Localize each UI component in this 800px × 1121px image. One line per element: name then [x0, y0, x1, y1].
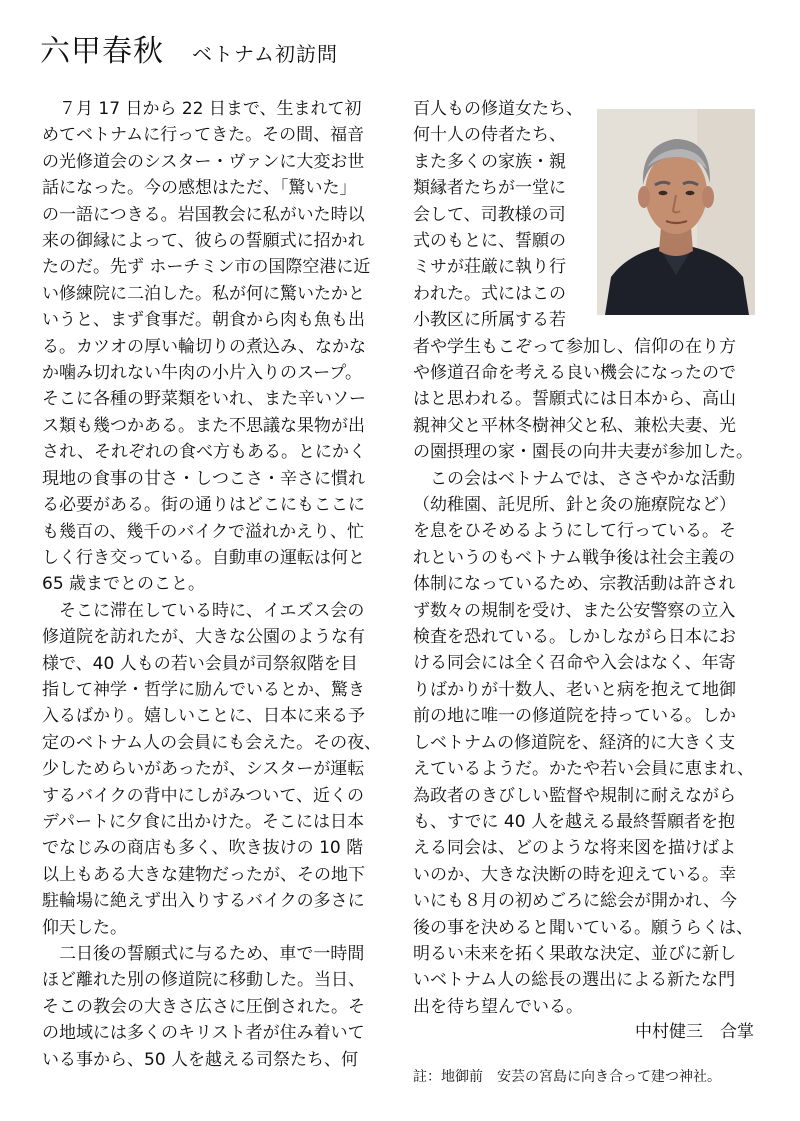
- article-line: しく行き交っている。自動車の運転は何と: [42, 547, 365, 568]
- article-line: ７月 17 日から 22 日まで、生まれて初: [42, 99, 362, 119]
- article-line: めてベトナムに行ってきた。その間、福音: [42, 125, 365, 146]
- article-line: 駐輪場に絶えず出入りするバイクの多さに: [42, 891, 365, 912]
- article-line: を息をひそめるようにして行っている。そ: [413, 521, 736, 542]
- article-line: 為政者のきびしい監督や規制に耐えながら: [413, 785, 736, 806]
- article-line: われた。式にはこの: [413, 283, 566, 304]
- article-line: デパートに夕食に出かけた。そこには日本: [42, 811, 364, 832]
- article-line: も幾百の、幾千のバイクで溢れかえり、忙: [42, 521, 364, 542]
- article-line: の一語につきる。岩国教会に私がいた時以: [42, 204, 365, 225]
- article-line: りばかりが十数人、老いと病を抱えて地御: [413, 679, 736, 700]
- signature: 中村健三 合掌: [635, 1022, 754, 1042]
- article-line: る。カツオの厚い輪切りの煮込み、なかな: [42, 336, 367, 357]
- article-line: 定のベトナム人の会員にも会えた。その夜、: [42, 732, 382, 753]
- article-line: 以上もある大きな建物だったが、その地下: [42, 864, 365, 885]
- article-line: 様で、40 人もの若い会員が司祭叙階を目: [42, 653, 358, 674]
- article-line: はと思われる。誓願式には日本から、高山: [413, 389, 736, 410]
- author-portrait-image: [597, 109, 755, 315]
- article-line: 検査を恐れている。しかしながら日本にお: [413, 627, 736, 648]
- article-line: れというのもベトナム戦争後は社会主義の: [413, 547, 736, 568]
- article-line: たのだ。先ず ホーチミン市の国際空港に近: [42, 257, 371, 278]
- article-right-column: [413, 334, 758, 1021]
- article-line: ける同会には全く召命や入会はなく、年寄: [413, 653, 736, 674]
- article-right-top-column: [413, 96, 595, 334]
- page-subtitle: ベトナム初訪問: [192, 42, 338, 66]
- article-line: 65 歳までとのこと。: [42, 574, 206, 595]
- article-line: 体制になっているため、宗教活動は許され: [413, 574, 736, 595]
- article-line: 式のもとに、誓願の: [413, 231, 566, 252]
- article-line: 出を待ち望んでいる。: [413, 996, 583, 1017]
- article-line: そこに各種の野菜類をいれ、また辛いソー: [42, 389, 367, 410]
- article-line: も、すでに 40 人を越える最終誓願者を抱: [413, 811, 735, 832]
- article-line: いにも８月の初めごろに総会が開かれ、今: [413, 891, 738, 912]
- article-line: 指して神学・哲学に励んでいるとか、驚き: [42, 679, 365, 700]
- footnote: 註：地御前 安芸の宮島に向き合って建つ神社。: [413, 1069, 721, 1085]
- article-line: 入るばかり。嬉しいことに、日本に来る予: [42, 706, 365, 727]
- article-line: の地域には多くのキリスト者が住み着いて: [42, 1023, 365, 1044]
- article-line: でなじみの商店も多く、吹き抜けの 10 階: [42, 838, 364, 859]
- article-line: ほど離れた別の修道院に移動した。当日、: [42, 970, 365, 991]
- article-line: 百人もの修道女たち、: [413, 99, 583, 119]
- article-line: 前の地に唯一の修道院を持っている。しか: [413, 706, 736, 727]
- page-title: 六甲春秋: [40, 34, 164, 69]
- article-line: いのか、大きな決断の時を迎えている。幸: [413, 864, 736, 885]
- article-line: 修道院を訪れたが、大きな公園のような有: [42, 627, 365, 648]
- page-title-block: [40, 26, 338, 70]
- article-line: また多くの家族・親: [413, 151, 566, 172]
- article-line: 者や学生もこぞって参加し、信仰の在り方: [413, 336, 736, 357]
- article-line: 二日後の誓願式に与るため、車で一時間: [42, 944, 365, 964]
- article-line: ス類も幾つかある。また不思議な果物が出: [42, 415, 365, 436]
- article-line: され、それぞれの食べ方もある。とにかく: [42, 442, 367, 463]
- article-line: ミサが荘厳に執り行: [413, 257, 566, 278]
- article-line: （幼稚園、託児所、針と灸の施療院など）: [413, 495, 736, 516]
- article-line: や修道召命を考える良い機会になったので: [413, 363, 736, 383]
- article-line: 来の御縁によって、彼らの誓願式に招かれ: [42, 231, 365, 252]
- article-line: するバイクの背中にしがみついて、近くの: [42, 785, 364, 806]
- article-line: ず数々の規制を受け、また公安警察の立入: [413, 600, 736, 621]
- article-line: 類縁者たちが一堂に: [413, 178, 566, 199]
- article-line: いうと、まず食事だ。朝食から肉も魚も出: [42, 310, 365, 331]
- article-line: 親神父と平林冬樹神父と私、兼松夫妻、光: [413, 415, 736, 436]
- article-line: る必要がある。街の通りはどこにもここに: [42, 495, 365, 516]
- article-line: そこの教会の大きさ広さに圧倒された。そ: [42, 996, 365, 1017]
- article-line: 後の事を決めると聞いている。願うらくは、: [413, 917, 753, 938]
- article-line: 話になった。今の感想はただ、「驚いた」: [42, 178, 357, 199]
- article-line: そこに滞在している時に、イエズス会の: [42, 600, 365, 621]
- article-line: の園摂理の家・園長の向井夫妻が参加した。: [413, 442, 753, 463]
- article-line: この会はベトナムでは、ささやかな活動: [413, 468, 736, 489]
- article-line: か噛み切れない牛肉の小片入りのスープ。: [42, 363, 362, 384]
- article-line: 明るい未来を拓く果敢な決定、並びに新し: [413, 943, 736, 964]
- article-line: 仰天した。: [42, 917, 127, 938]
- article-line: える同会は、どのような将来図を描けばよ: [413, 838, 736, 859]
- article-line: しベトナムの修道院を、経済的に大きく支: [413, 732, 736, 753]
- article-line: 少しためらいがあったが、シスターが運転: [42, 759, 365, 780]
- article-line: 現地の食事の甘さ・しつこさ・辛さに慣れ: [42, 468, 365, 489]
- article-line: の光修道会のシスター・ヴァンに大変お世: [42, 151, 365, 172]
- article-line: 会して、司教様の司: [413, 204, 566, 225]
- article-line: いる事から、50 人を越える司祭たち、何: [42, 1049, 359, 1070]
- article-line: えているようだ。かたや若い会員に恵まれ、: [413, 759, 755, 780]
- article-left-column: [42, 96, 387, 1073]
- article-line: い修練院に二泊した。私が何に驚いたかと: [42, 283, 365, 304]
- article-line: いベトナム人の総長の選出による新たな門: [413, 970, 736, 991]
- article-line: 何十人の侍者たち、: [413, 125, 566, 146]
- article-line: 小教区に所属する若: [413, 310, 566, 331]
- author-portrait: [597, 109, 755, 315]
